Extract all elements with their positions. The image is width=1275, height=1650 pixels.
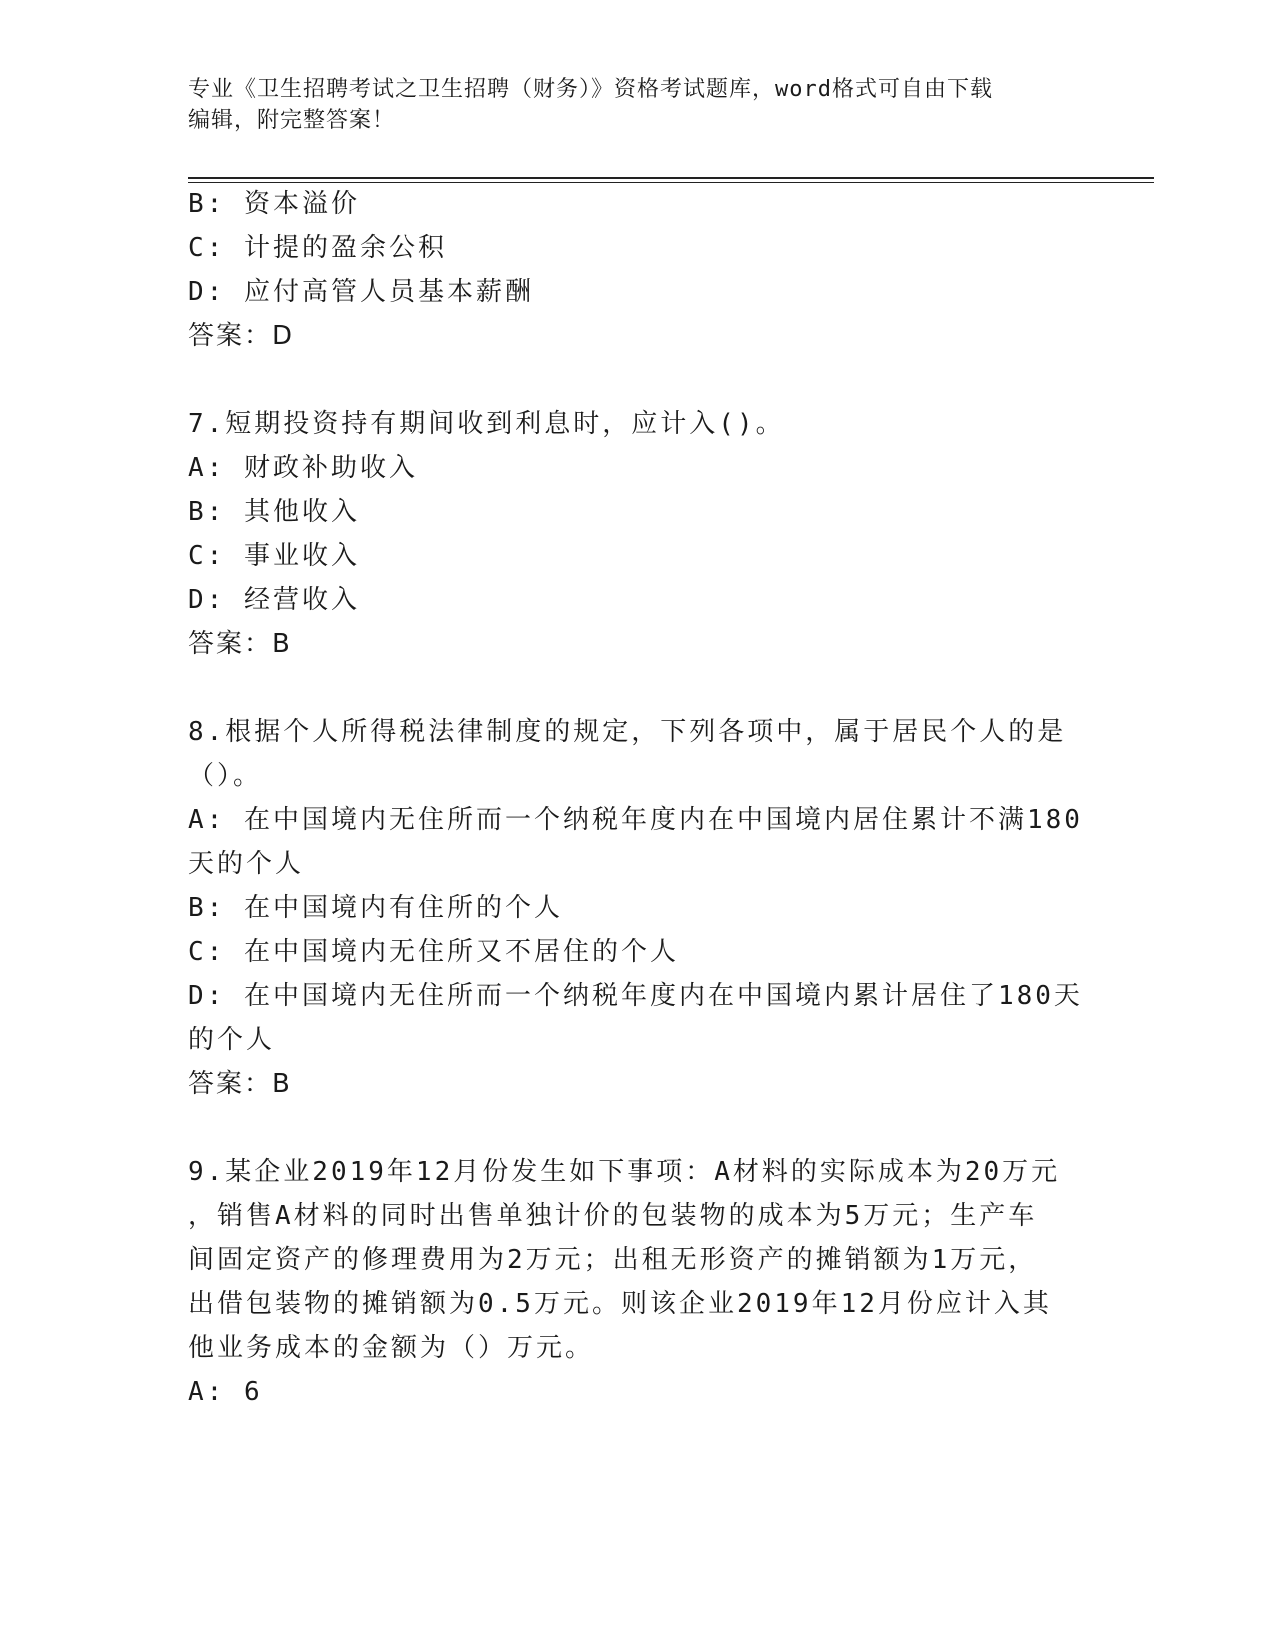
- q8-answer: 答案：B: [188, 1069, 292, 1099]
- q7-answer: 答案：B: [188, 629, 292, 659]
- header-line-2: 编辑，附完整答案！: [188, 108, 396, 133]
- header-line-1: 专业《卫生招聘考试之卫生招聘（财务）》资格考试题库，word格式可自由下载: [188, 77, 993, 102]
- q8-option-c: C: 在中国境内无住所又不居住的个人: [188, 937, 679, 967]
- q8-stem-line-2: （）。: [188, 761, 263, 791]
- q8-option-a-line-2: 天的个人: [188, 849, 305, 879]
- q7-option-b: B: 其他收入: [188, 497, 360, 527]
- q7-option-c: C: 事业收入: [188, 541, 360, 571]
- q6-option-d: D: 应付高管人员基本薪酬: [188, 277, 534, 307]
- q8-option-a-line-1: A: 在中国境内无住所而一个纳税年度内在中国境内居住累计不满180: [188, 805, 1083, 835]
- q9-stem-line-2: ，销售A材料的同时出售单独计价的包装物的成本为5万元；生产车: [188, 1201, 1038, 1231]
- q6-option-b: B: 资本溢价: [188, 189, 360, 219]
- q9-option-a: A: 6: [188, 1377, 263, 1407]
- q7-option-d: D: 经营收入: [188, 585, 360, 615]
- q9-stem-line-1: 9.某企业2019年12月份发生如下事项：A材料的实际成本为20万元: [188, 1157, 1061, 1187]
- q9-stem-line-4: 出借包装物的摊销额为0.5万元。则该企业2019年12月份应计入其: [188, 1289, 1052, 1319]
- q9-stem-line-3: 间固定资产的修理费用为2万元；出租无形资产的摊销额为1万元，: [188, 1245, 1038, 1275]
- q8-stem-line-1: 8.根据个人所得税法律制度的规定，下列各项中，属于居民个人的是: [188, 717, 1067, 747]
- q7-stem: 7.短期投资持有期间收到利息时，应计入()。: [188, 409, 785, 439]
- q6-answer: 答案：D: [188, 321, 295, 351]
- q7-option-a: A: 财政补助收入: [188, 453, 418, 483]
- q6-option-c: C: 计提的盈余公积: [188, 233, 447, 263]
- q8-option-b: B: 在中国境内有住所的个人: [188, 893, 563, 923]
- document-header: [188, 74, 1068, 136]
- q8-option-d-line-1: D: 在中国境内无住所而一个纳税年度内在中国境内累计居住了180天: [188, 981, 1083, 1011]
- q8-option-d-line-2: 的个人: [188, 1025, 276, 1055]
- header-divider-thick: [188, 177, 1154, 179]
- q9-stem-line-5: 他业务成本的金额为（）万元。: [188, 1333, 595, 1363]
